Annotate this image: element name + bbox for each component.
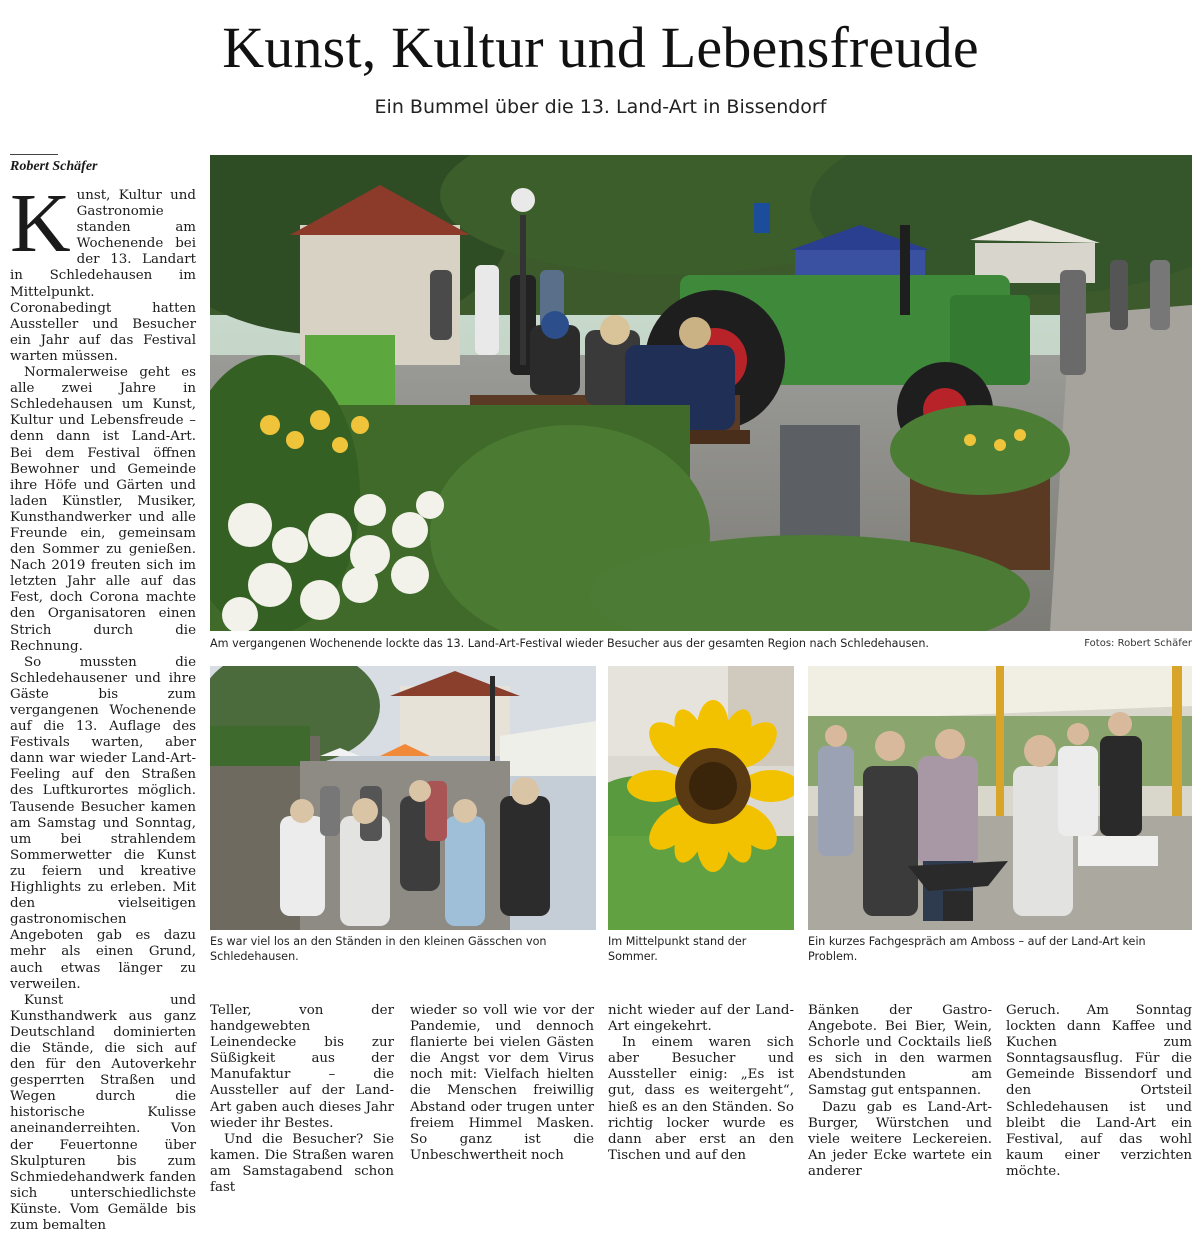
- paragraph: In einem waren sich aber Besucher und Aussteller einig: „Es ist gut, dass es weitergeht“, hieß es an den Ständen. So richtig locker wurde es dann aber erst an den Tischen und auf den: [608, 1035, 794, 1163]
- paragraph: Normalerweise geht es alle zwei Jahre in Schledehausen um Kunst, Kultur und Lebensfreude – denn dann ist Land-Art. Bei dem Festival öffnen Bewohner und Gemeinde ihre Höfe und Gärten und laden Künstler, Musiker, Kunsthandwerker und alle Freunde ein, gemeinsam den Sommer zu genießen. Nach 2019 freuten sich im letzten Jahr alle auf das Fest, doch Corona machte den Organisatoren einen Strich durch die Rechnung.: [10, 365, 196, 654]
- paragraph: Dazu gab es Land-Art-Burger, Würstchen und viele weitere Leckereien. An jeder Ecke wartete ein anderer: [808, 1099, 992, 1179]
- paragraph: wieder so voll wie vor der Pandemie, und dennoch flanierte bei vielen Gästen die Angst vor dem Virus noch mit: Vielfach hielten die Menschen freiwillig Abstand oder trugen unter freiem Himmel Masken. So ganz ist die Unbeschwertheit noch: [410, 1003, 594, 1163]
- drop-cap: K: [10, 177, 71, 270]
- text-column-4: [608, 1003, 794, 1164]
- text-column-6: [1006, 1003, 1192, 1180]
- headline: Kunst, Kultur und Lebensfreude: [222, 15, 979, 80]
- text-column-2: [210, 1003, 394, 1196]
- subheadline: Ein Bummel über die 13. Land-Art in Bissendorf: [374, 96, 827, 118]
- photo-sunflower: [608, 666, 794, 930]
- author-byline: Robert Schäfer: [10, 159, 98, 174]
- photo-anvil-conversation: [808, 666, 1192, 930]
- paragraph: nicht wieder auf der Land-Art eingekehrt.: [608, 1003, 794, 1035]
- paragraph: Bänken der Gastro-Angebote. Bei Bier, Wein, Schorle und Cocktails ließ es sich in den warmen Abendstunden am Samstag gut entspannen.: [808, 1003, 992, 1099]
- text-column-5: [808, 1003, 992, 1180]
- paragraph: Teller, von der handgewebten Leinendecke bis zur Süßigkeit aus der Manufaktur – die Aussteller auf der Land-Art gaben auch dieses Jahr wieder ihr Bestes.: [210, 1003, 394, 1131]
- photo-crowd-alley: [210, 666, 596, 930]
- text-column-3: [410, 1003, 594, 1164]
- paragraph: Kunst und Kunsthandwerk aus ganz Deutschland dominierten die Stände, die sich auf den für den Autoverkehr gesperrten Straßen und Wegen durch die historische Kulisse aneinanderreihten. Von der Feuertonne über Skulpturen bis zum Schmiedehandwerk fanden sich unterschiedlichste Künste. Vom Gemälde bis zum bemalten: [10, 992, 196, 1233]
- paragraph: Kunst, Kultur und Gastronomie standen am Wochenende bei der 13. Landart in Schledehausen im Mittelpunkt. Coronabedingt hatten Aussteller und Besucher ein Jahr auf das Festival warten müssen.: [10, 177, 196, 364]
- main-photo-caption: Am vergangenen Wochenende lockte das 13. Land-Art-Festival wieder Besucher aus der gesamten Region nach Schledehausen.: [210, 637, 929, 650]
- paragraph: Und die Besucher? Sie kamen. Die Straßen waren am Samstagabend schon fast: [210, 1131, 394, 1196]
- text-column-1: [10, 177, 196, 1234]
- anvil-photo-caption: Ein kurzes Fachgespräch am Amboss – auf der Land-Art kein Problem.: [808, 935, 1146, 963]
- paragraph: So mussten die Schledehausener und ihre Gäste bis zum vergangenen Wochenende auf die 13. Auflage des Festivals warten, aber dann war wieder Land-Art-Feeling auf den Straßen des Luftkurortes möglich. Tausende Besucher kamen am Samstag und Sonntag, um bei strahlendem Sommerwetter die Kunst zu feiern und kreative Highlights zu erleben. Mit den vielseitigen gastronomischen Angeboten gab es dazu mehr als einen Grund, auch etwas länger zu verweilen.: [10, 654, 196, 992]
- sunflower-photo-caption: Im Mittelpunkt stand der Sommer.: [608, 935, 747, 963]
- photo-credit: Fotos: Robert Schäfer: [1084, 638, 1192, 649]
- crowd-photo-caption: Es war viel los an den Ständen in den kleinen Gässchen von Schledehausen.: [210, 935, 547, 963]
- main-photo-tractor-market: [210, 155, 1192, 631]
- author-rule: [10, 154, 58, 155]
- paragraph: Geruch. Am Sonntag lockten dann Kaffee und Kuchen zum Sonntagsausflug. Für die Gemeinde Bissendorf und den Ortsteil Schledehausen ist und bleibt die Land-Art ein Festival, auf das wohl kaum einer verzichten möchte.: [1006, 1003, 1192, 1179]
